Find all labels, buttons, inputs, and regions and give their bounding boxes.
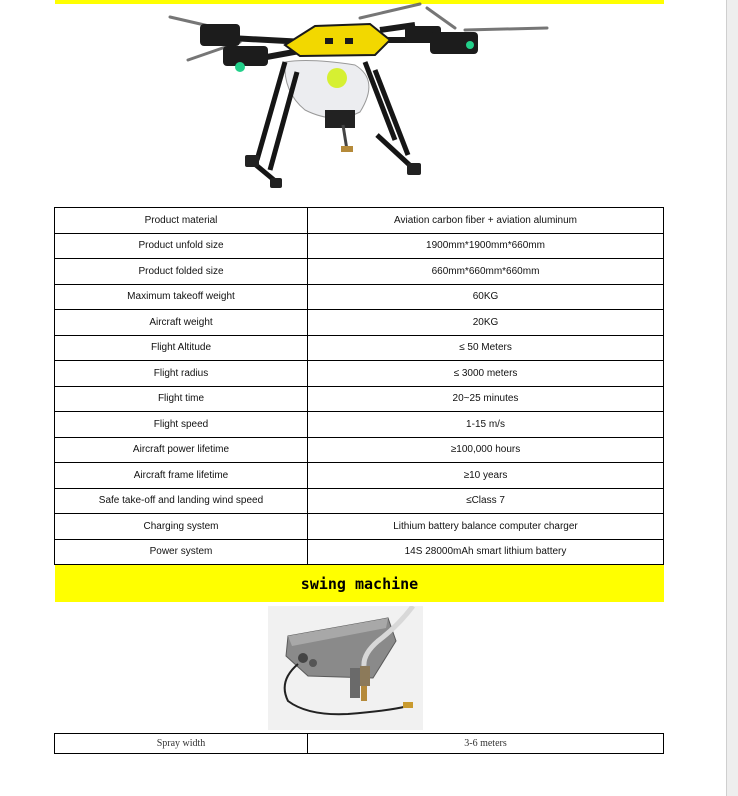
spec-label: Aircraft weight <box>55 310 308 336</box>
spec-label: Flight speed <box>55 412 308 438</box>
spec-value: 60KG <box>308 284 664 310</box>
spec-value: ≥100,000 hours <box>308 437 664 463</box>
table-row <box>55 335 664 361</box>
spec-value: ≥10 years <box>308 463 664 489</box>
table-row <box>55 310 664 336</box>
spec-label: Flight Altitude <box>55 335 308 361</box>
spec-label: Product folded size <box>55 259 308 285</box>
table-row <box>55 284 664 310</box>
spec-label: Product unfold size <box>55 233 308 259</box>
table-row <box>55 488 664 514</box>
spec-value: Aviation carbon fiber + aviation aluminum <box>308 208 664 234</box>
table-row <box>55 208 664 234</box>
table-row <box>55 437 664 463</box>
spec-label: Maximum takeoff weight <box>55 284 308 310</box>
table-row <box>55 539 664 565</box>
drone-photo <box>165 0 550 200</box>
swing-machine-photo <box>268 606 423 730</box>
spec-value: ≤ 50 Meters <box>308 335 664 361</box>
spray-label: Spray width <box>55 734 308 754</box>
spec-value: Lithium battery balance computer charger <box>308 514 664 540</box>
spec-value: 1-15 m/s <box>308 412 664 438</box>
spec-label: Charging system <box>55 514 308 540</box>
spec-label: Power system <box>55 539 308 565</box>
spec-label: Flight radius <box>55 361 308 387</box>
spec-label: Safe take-off and landing wind speed <box>55 488 308 514</box>
specifications-table <box>54 207 664 565</box>
spray-value: 3-6 meters <box>308 734 664 754</box>
table-row <box>55 463 664 489</box>
spec-value: 1900mm*1900mm*660mm <box>308 233 664 259</box>
spec-label: Aircraft frame lifetime <box>55 463 308 489</box>
spec-label: Product material <box>55 208 308 234</box>
spec-value: ≤Class 7 <box>308 488 664 514</box>
section-header <box>55 565 664 602</box>
spec-label: Aircraft power lifetime <box>55 437 308 463</box>
table-row <box>55 233 664 259</box>
spec-value: 14S 28000mAh smart lithium battery <box>308 539 664 565</box>
table-row <box>55 386 664 412</box>
spec-label: Flight time <box>55 386 308 412</box>
spec-value: 20~25 minutes <box>308 386 664 412</box>
spray-width-table <box>54 733 664 754</box>
scrollbar-track[interactable] <box>726 0 738 796</box>
spec-value: 20KG <box>308 310 664 336</box>
table-row <box>55 514 664 540</box>
table-row <box>55 259 664 285</box>
spec-value: 660mm*660mm*660mm <box>308 259 664 285</box>
table-row <box>55 412 664 438</box>
table-row <box>55 361 664 387</box>
table-row <box>55 734 664 754</box>
spec-value: ≤ 3000 meters <box>308 361 664 387</box>
section-title: swing machine <box>300 574 419 593</box>
